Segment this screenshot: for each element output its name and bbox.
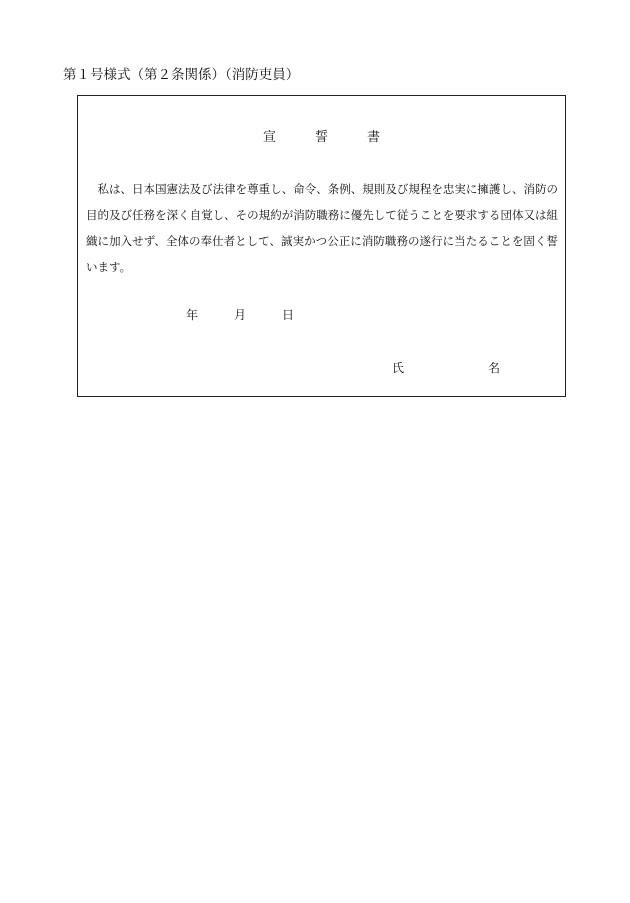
oath-body-text: 私は、日本国憲法及び法律を尊重し、命令、条例、規則及び規程を忠実に擁護し、消防の目的及び任務を深く自覚し、その規約が消防職務に優先して従うことを要求する団体又は組織に加入せず、全体の奉仕者として、誠実かつ公正に消防職務の遂行に当たることを固く誓います。	[86, 182, 558, 274]
date-line: 年 月 日	[186, 308, 295, 322]
oath-document-frame	[77, 95, 566, 397]
form-number-label: 第１号様式（第２条関係）（消防吏員）	[63, 67, 300, 83]
signature-name-line: 氏 名	[392, 361, 501, 375]
oath-title: 宣 誓 書	[262, 130, 380, 145]
